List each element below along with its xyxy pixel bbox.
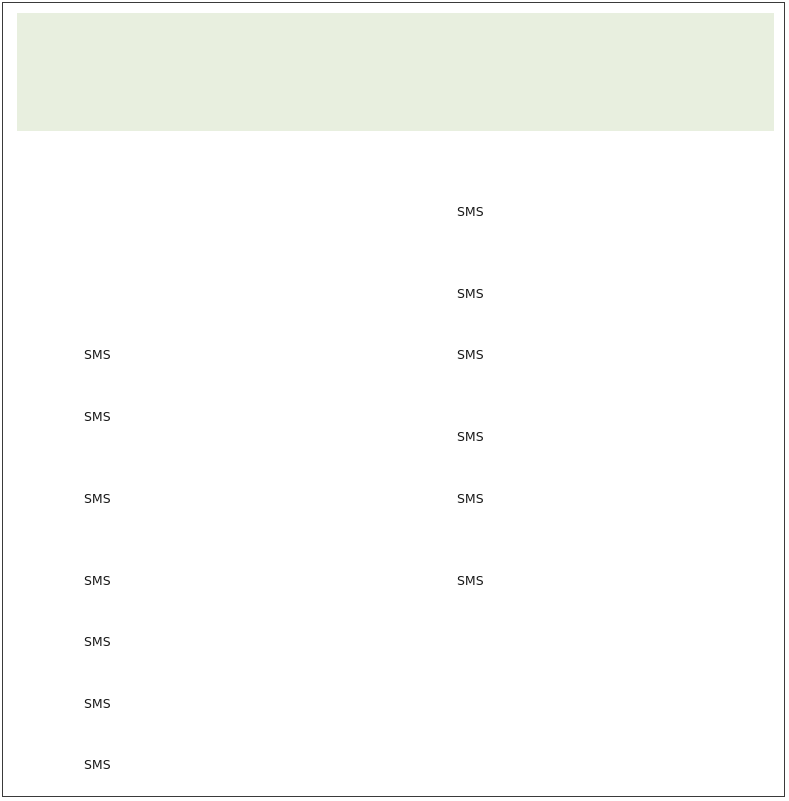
notice-line bbox=[30, 591, 405, 612]
sms-label: SMS bbox=[457, 285, 484, 301]
sms-label: SMS bbox=[84, 757, 111, 772]
sms-label: SMS bbox=[84, 572, 111, 588]
notice-line bbox=[413, 612, 779, 633]
notice-line bbox=[413, 407, 779, 428]
notice-line bbox=[30, 653, 405, 674]
notice-line bbox=[30, 263, 405, 284]
notice-line bbox=[413, 325, 779, 346]
sms-label: SMS bbox=[457, 572, 484, 588]
notice-line bbox=[30, 571, 405, 592]
sms-label: SMS bbox=[84, 695, 111, 711]
notice-line bbox=[30, 222, 405, 243]
notice-line bbox=[413, 427, 779, 448]
notice-line bbox=[30, 735, 405, 756]
notice-line bbox=[413, 632, 779, 653]
notice-line bbox=[30, 140, 405, 161]
notice-line bbox=[413, 161, 779, 182]
notice-line bbox=[413, 530, 779, 551]
notice-line bbox=[413, 202, 779, 223]
notice-line bbox=[30, 632, 405, 653]
sms-label: SMS bbox=[457, 347, 484, 362]
right-column bbox=[413, 140, 779, 673]
notice-line bbox=[30, 694, 405, 715]
notice-line bbox=[30, 366, 405, 387]
notice-line bbox=[413, 653, 779, 674]
notice-line bbox=[30, 673, 405, 694]
sms-label: SMS bbox=[84, 347, 111, 362]
notice-line bbox=[413, 243, 779, 264]
notice-line bbox=[30, 345, 405, 366]
notice-line bbox=[413, 386, 779, 407]
notice-line bbox=[30, 714, 405, 735]
notice-line bbox=[413, 304, 779, 325]
notice-line bbox=[30, 243, 405, 264]
notice-line bbox=[413, 571, 779, 592]
sms-label: SMS bbox=[457, 203, 484, 219]
notice-line bbox=[30, 161, 405, 182]
notice-line bbox=[30, 612, 405, 633]
notice-line bbox=[30, 509, 405, 530]
notice-line bbox=[413, 468, 779, 489]
notice-line bbox=[30, 530, 405, 551]
notice-line bbox=[413, 550, 779, 571]
notice-line bbox=[30, 304, 405, 325]
notice-line bbox=[30, 325, 405, 346]
notice-line bbox=[413, 591, 779, 612]
notice-line bbox=[30, 407, 405, 428]
notice-line bbox=[413, 263, 779, 284]
notice-line bbox=[30, 202, 405, 223]
sms-label: SMS bbox=[84, 408, 111, 424]
left-column bbox=[30, 140, 405, 776]
notice-line bbox=[413, 140, 779, 161]
notice-line bbox=[30, 489, 405, 510]
notice-line bbox=[30, 284, 405, 305]
notice-header bbox=[17, 13, 774, 131]
notice-line bbox=[413, 448, 779, 469]
sms-label: SMS bbox=[457, 429, 484, 444]
notice-line bbox=[413, 222, 779, 243]
notice-line bbox=[413, 509, 779, 530]
notice-line bbox=[30, 755, 405, 776]
notice-line bbox=[30, 386, 405, 407]
notice-line bbox=[413, 489, 779, 510]
notice-line bbox=[413, 284, 779, 305]
sms-label: SMS bbox=[84, 634, 111, 649]
notice-line bbox=[30, 448, 405, 469]
notice-line bbox=[30, 550, 405, 571]
notice-line bbox=[30, 181, 405, 202]
sms-label: SMS bbox=[84, 490, 111, 506]
notice-line bbox=[30, 427, 405, 448]
notice-line bbox=[30, 468, 405, 489]
sms-label: SMS bbox=[457, 490, 484, 506]
notice-line bbox=[413, 345, 779, 366]
notice-line bbox=[413, 366, 779, 387]
notice-line bbox=[413, 181, 779, 202]
